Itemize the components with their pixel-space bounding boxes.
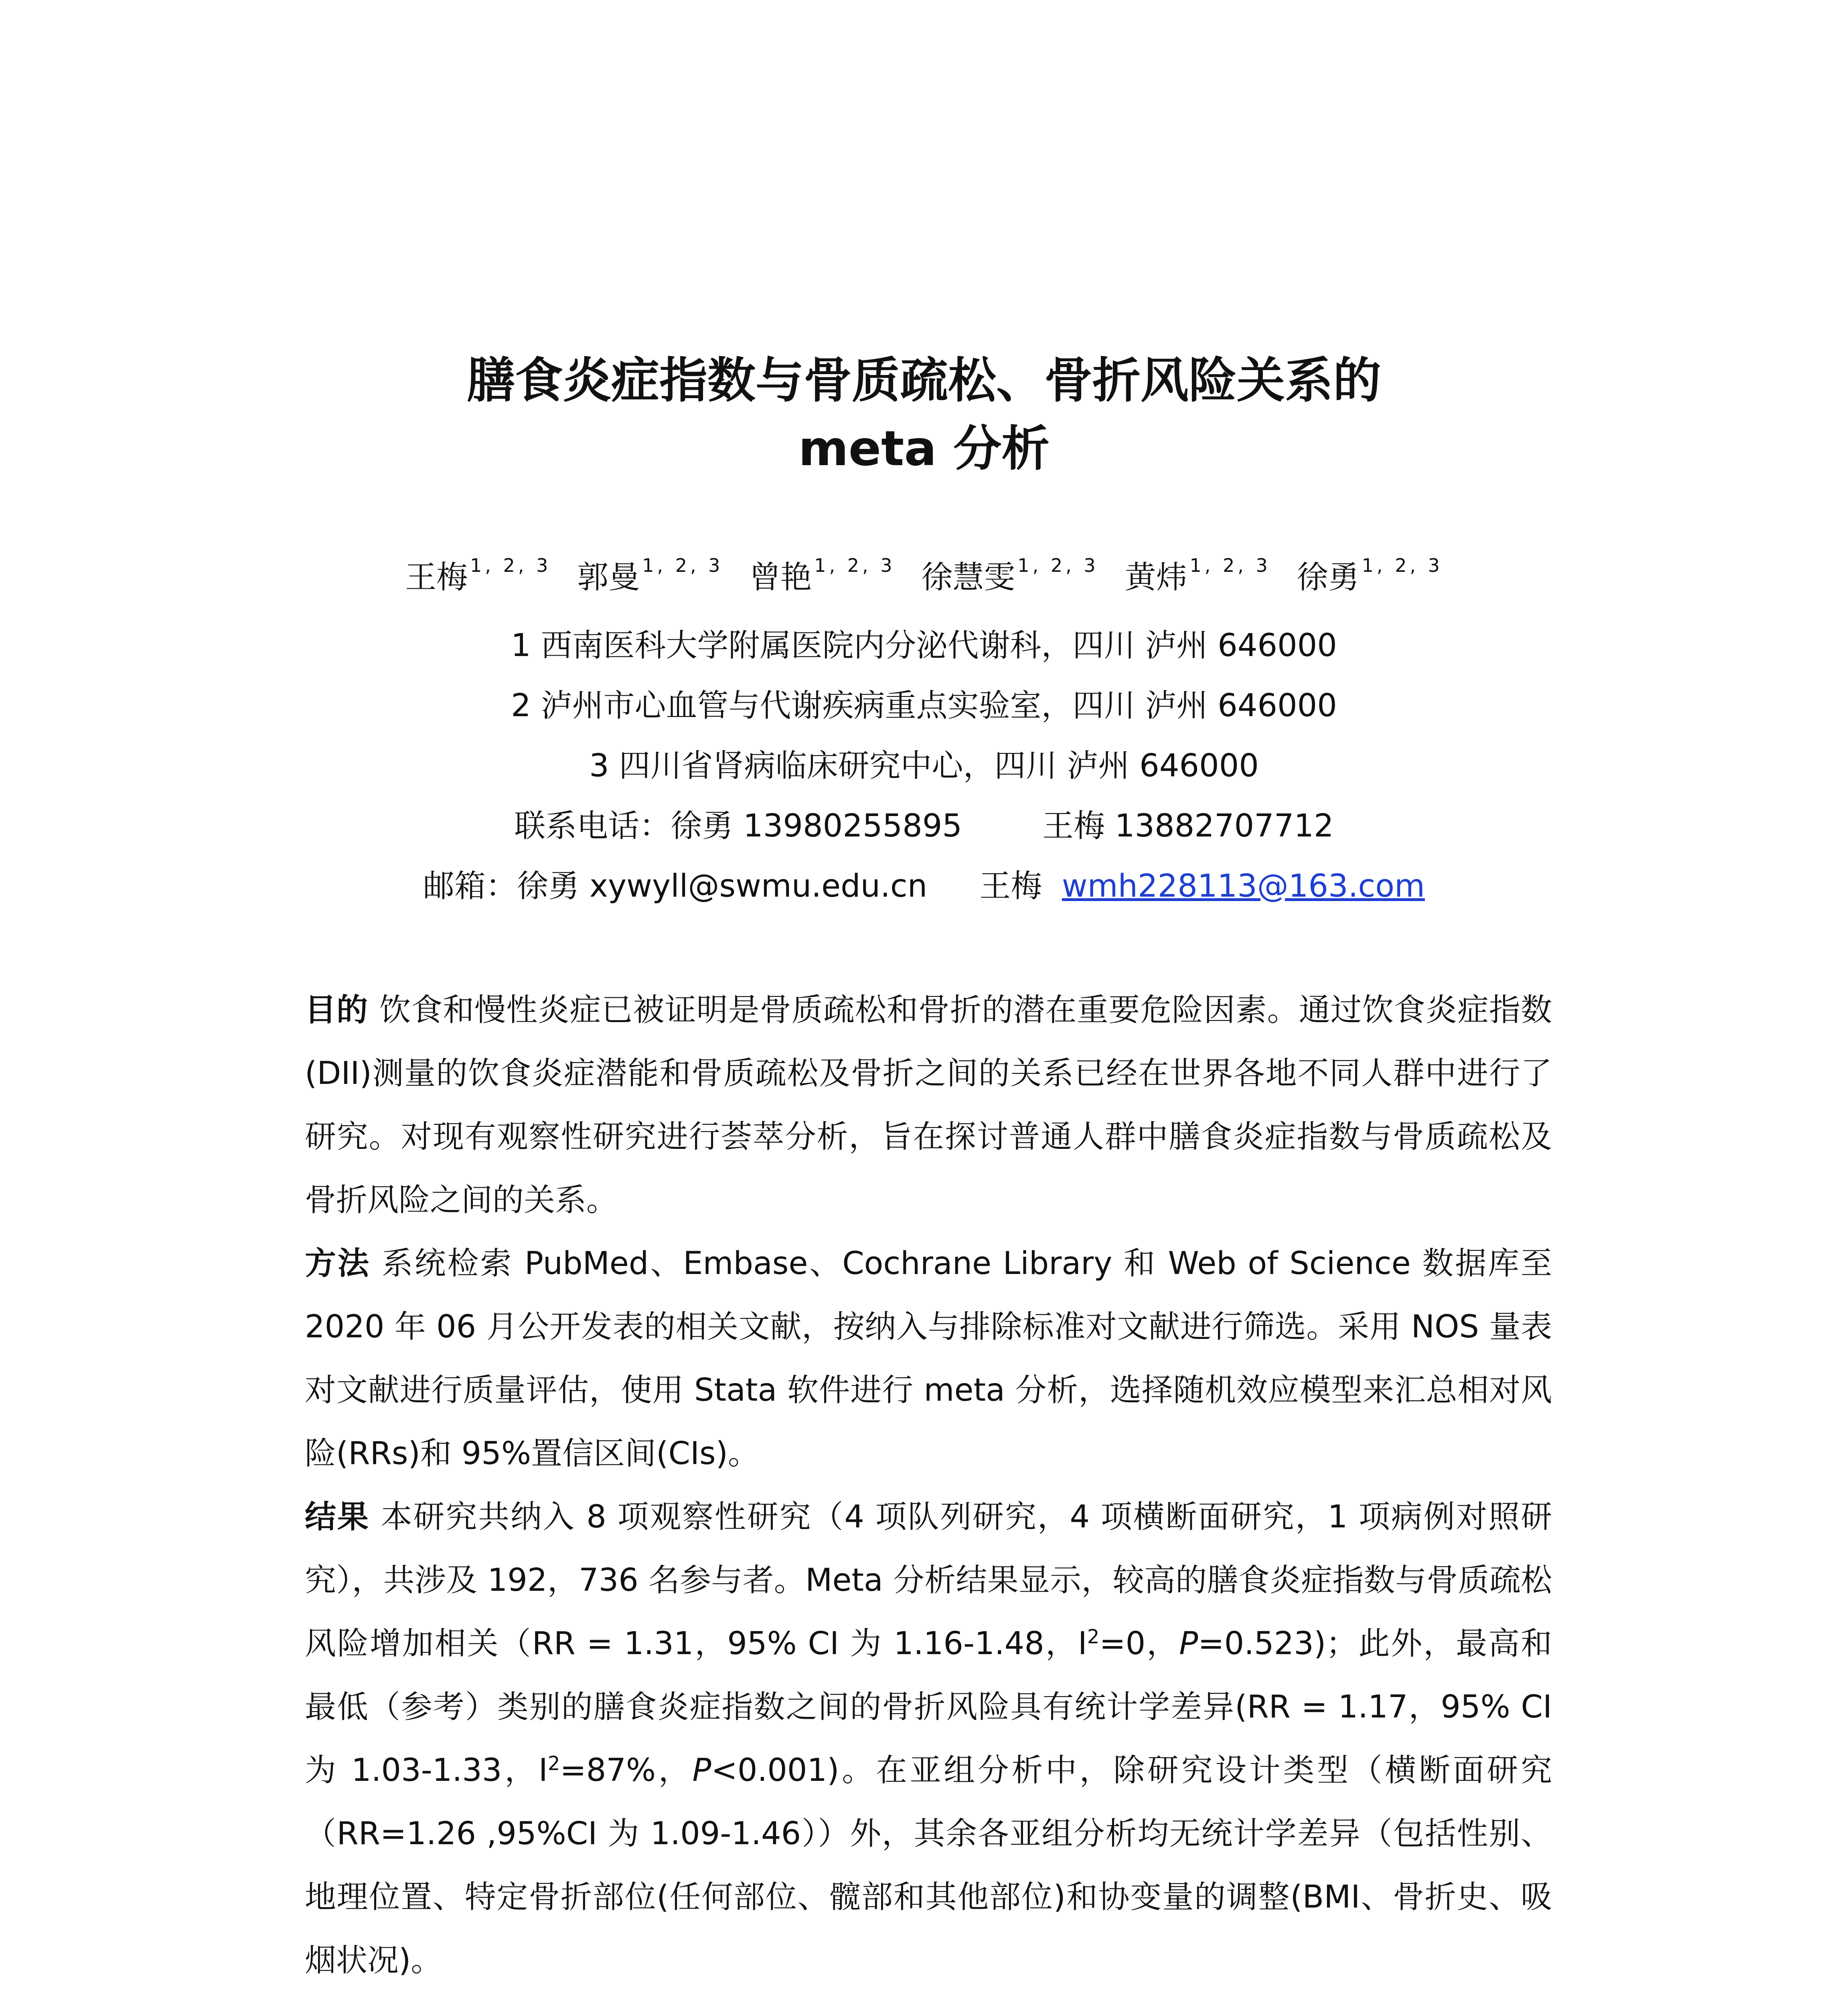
abstract-conclusion — [305, 1992, 1552, 2005]
results-text-b: =0， — [1099, 1626, 1179, 1662]
methods-text: 系统检索 PubMed、Embase、Cochrane Library 和 Web of Science 数据库至 2020 年 06 月公开发表的相关文献，按纳入与排除标准对文献进行筛选。采用 NOS 量表对文献进行质量评估，使用 Stata 软件进行 meta 分析，选择随机效应模型来汇总相对风险(RRs)和 95%置信区间(CIs)。 — [305, 1246, 1552, 1472]
phone-label: 联系电话： — [514, 808, 671, 844]
author — [1297, 555, 1443, 595]
phone-1: 徐勇 13980255895 — [671, 808, 962, 844]
email-2-link[interactable]: wmh228113@163.com — [1062, 868, 1425, 904]
results-superscript-2: 2 — [547, 1752, 560, 1775]
email-2-name: 王梅 — [979, 868, 1042, 904]
affiliation-1: 1 西南医科大学附属医院内分泌代谢科，四川 泸州 646000 — [511, 628, 1337, 664]
author-affiliation-marks: 1, 2, 3 — [470, 555, 551, 576]
author-name: 曾艳 — [749, 559, 812, 595]
author-affiliation-marks: 1, 2, 3 — [1189, 555, 1271, 576]
affiliation-2: 2 泸州市心血管与代谢疾病重点实验室，四川 泸州 646000 — [511, 688, 1337, 724]
author-name: 王梅 — [405, 559, 468, 595]
author — [749, 555, 896, 595]
results-p-1: P — [1179, 1626, 1198, 1662]
objective-text: 饮食和慢性炎症已被证明是骨质疏松和骨折的潜在重要危险因素。通过饮食炎症指数(DII)测量的饮食炎症潜能和骨质疏松及骨折之间的关系已经在世界各地不同人群中进行了研究。对现有观察性研究进行荟萃分析，旨在探讨普通人群中膳食炎症指数与骨质疏松及骨折风险之间的关系。 — [305, 992, 1552, 1218]
author-name: 黄炜 — [1125, 559, 1187, 595]
author-list — [0, 553, 1848, 606]
author-name: 徐勇 — [1297, 559, 1360, 595]
email-1: 徐勇 xywyll@swmu.edu.cn — [517, 868, 928, 904]
author — [921, 555, 1099, 595]
paper-title-line2: meta 分析 — [798, 421, 1050, 477]
abstract-results — [305, 1485, 1552, 1992]
author — [405, 555, 551, 595]
contact-email-line — [0, 862, 1848, 910]
author-name: 徐慧雯 — [921, 559, 1015, 595]
results-label: 结果 — [305, 1499, 370, 1535]
abstract — [305, 978, 1552, 2005]
paper-title-line1: 膳食炎症指数与骨质疏松、骨折风险关系的 — [467, 353, 1381, 409]
affiliation-3: 3 四川省肾病临床研究中心，四川 泸州 646000 — [589, 748, 1259, 784]
abstract-methods — [305, 1232, 1552, 1485]
abstract-objective — [305, 978, 1552, 1232]
results-text-a: 本研究共纳入 8 项观察性研究（4 项队列研究，4 项横断面研究，1 项病例对照研究），共涉及 192，736 名参与者。Meta 分析结果显示，较高的膳食炎症指数与骨质疏松风险增加相关（RR = 1.31，95% CI 为 1.16-1.48，I — [305, 1499, 1552, 1662]
author-affiliation-marks: 1, 2, 3 — [814, 555, 896, 576]
phone-2: 王梅 13882707712 — [1042, 808, 1334, 844]
contact-phone-line — [0, 802, 1848, 850]
results-text-e: <0.001)。在亚组分析中，除研究设计类型（横断面研究（RR=1.26 ,95%CI 为 1.09-1.46））外，其余各亚组分析均无统计学差异（包括性别、地理位置、特定骨折部位(任何部位、髋部和其他部位)和协变量的调整(BMI、骨折史、吸烟状况)。 — [305, 1752, 1552, 1979]
author — [1125, 555, 1271, 595]
author-name: 郭曼 — [577, 559, 640, 595]
results-superscript-1: 2 — [1087, 1626, 1100, 1648]
author-affiliation-marks: 1, 2, 3 — [642, 555, 723, 576]
author-affiliation-marks: 1, 2, 3 — [1362, 555, 1443, 576]
methods-label: 方法 — [305, 1246, 371, 1282]
results-p-2: P — [692, 1752, 711, 1788]
email-label: 邮箱： — [423, 868, 517, 904]
results-text-d: =87%， — [560, 1752, 693, 1788]
results-text-c: =0.523)；此外，最高和最低（参考）类别的膳食炎症指数之间的骨折风险具有统计学差异(RR = 1.17，95% CI 为 1.03-1.33，I — [305, 1626, 1552, 1788]
objective-label: 目的 — [305, 992, 369, 1028]
author — [577, 555, 723, 595]
author-affiliation-marks: 1, 2, 3 — [1017, 555, 1099, 576]
